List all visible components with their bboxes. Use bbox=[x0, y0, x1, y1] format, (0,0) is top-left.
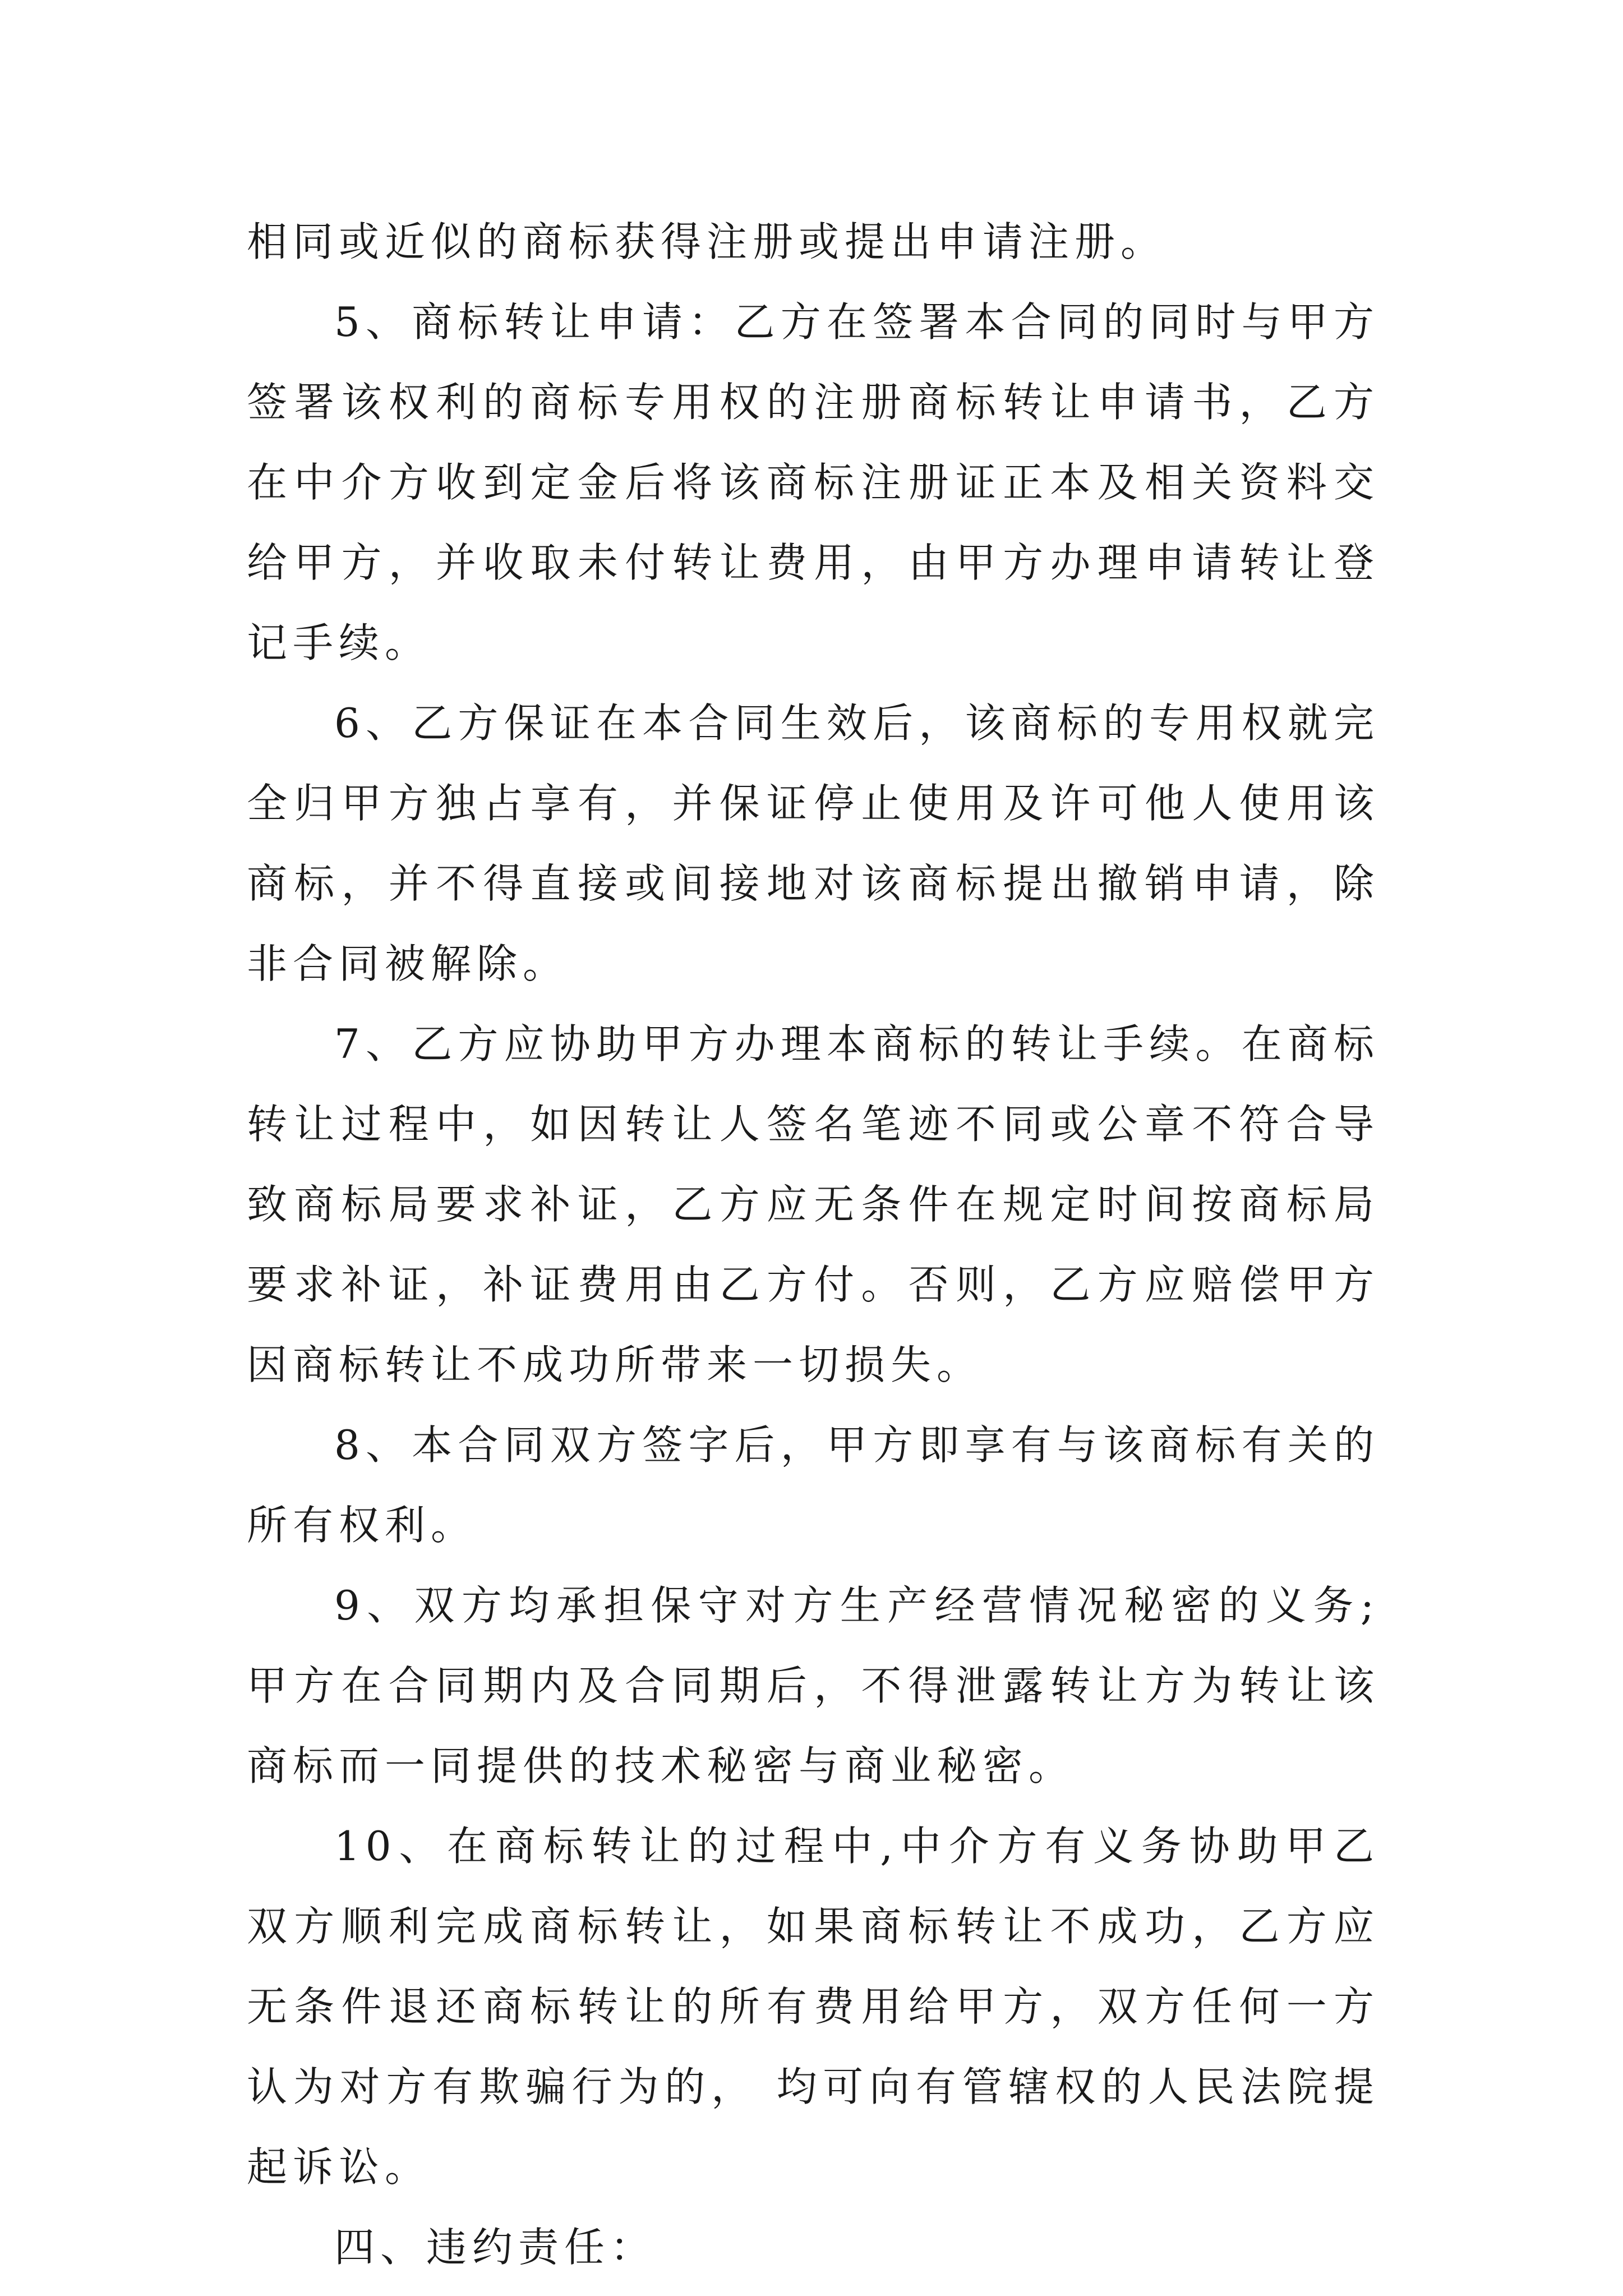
paragraph-clause-10: 10、在商标转让的过程中,中介方有义务协助甲乙双方顺利完成商标转让，如果商标转让不成功，乙方应无条件退还商标转让的所有费用给甲方，双方任何一方认为对方有欺骗行为的， 均可向有管辖权的人民法院提起诉讼。 bbox=[247, 1823, 1380, 2191]
section-heading-breach-liability: 四、违约责任： bbox=[334, 2224, 657, 2271]
paragraph-clause-7: 7、乙方应协助甲方办理本商标的转让手续。在商标转让过程中，如因转让人签名笔迹不同或公章不符合导致商标局要求补证，乙方应无条件在规定时间按商标局要求补证，补证费用由乙方付。否则，乙方应赔偿甲方因商标转让不成功所带来一切损失。 bbox=[247, 1020, 1380, 1388]
paragraph-clause-9: 9、双方均承担保守对方生产经营情况秘密的义务;甲方在合同期内及合同期后，不得泄露转让方为转让该商标而一同提供的技术秘密与商业秘密。 bbox=[247, 1582, 1380, 1789]
document-body bbox=[247, 202, 1380, 2288]
paragraph-clause-6: 6、乙方保证在本合同生效后，该商标的专用权就完全归甲方独占享有，并保证停止使用及许可他人使用该商标，并不得直接或间接地对该商标提出撤销申请，除非合同被解除。 bbox=[247, 700, 1380, 987]
paragraph-clause-5: 5、商标转让申请：乙方在签署本合同的同时与甲方签署该权利的商标专用权的注册商标转让申请书，乙方在中介方收到定金后将该商标注册证正本及相关资料交给甲方，并收取未付转让费用，由甲方办理申请转让登记手续。 bbox=[247, 298, 1380, 666]
paragraph-continuation: 相同或近似的商标获得注册或提出申请注册。 bbox=[247, 218, 1167, 265]
paragraph-clause-8: 8、本合同双方签字后，甲方即享有与该商标有关的所有权利。 bbox=[247, 1421, 1380, 1549]
